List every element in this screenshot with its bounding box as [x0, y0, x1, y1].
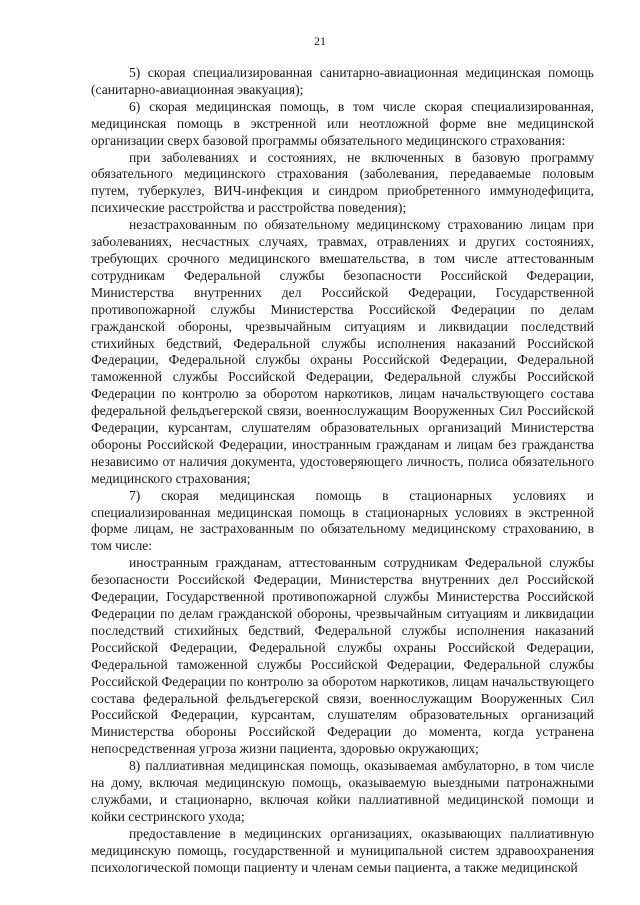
paragraph-psychological-help: предоставление в медицинских организациях, оказывающих паллиативную медицинскую помощь, государственной и муниципальной систем здравоохранения психологической помощи пациенту и членам семьи пациента, а также медицинской: [91, 825, 594, 875]
paragraph-foreign-citizens: иностранным гражданам, аттестованным сотрудникам Федеральной службы безопасности Российской Федерации, Министерства внутренних дел Российской Федерации, Государственной противопожарной службы Министерства Российской Федерации по делам гражданской обороны, чрезвычайным ситуациям и ликвидации последствий стихийных бедствий, Федеральной службы исполнения наказаний Российской Федерации, Федеральной службы охраны Российской Федерации, Федеральной таможенной службы Российской Федерации, Федеральной службы Российской Федерации по контролю за оборотом наркотиков, лицам начальствующего состава федеральной фельдъегерской связи, военнослужащим Вооруженных Сил Российской Федерации, курсантам, слушателям образовательных организаций Министерства обороны Российской Федерации до момента, когда устранена непосредственная угроза жизни пациента, здоровью окружающих;: [91, 555, 594, 757]
paragraph-item-6: 6) скорая медицинская помощь, в том числе скорая специализированная, медицинская помощь в экстренной или неотложной форме вне медицинской организации сверх базовой программы обязательного медицинского страхования:: [91, 98, 594, 148]
paragraph-item-7: 7) скорая медицинская помощь в стационарных условиях и специализированная медицинская помощь в стационарных условиях в экстренной форме лицам, не застрахованным по обязательному медицинскому страхованию, в том числе:: [91, 487, 594, 554]
paragraph-item-5: 5) скорая специализированная санитарно-авиационная медицинская помощь (санитарно-авиационная эвакуация);: [91, 65, 594, 97]
document-body: [91, 65, 594, 877]
page-number: 21: [314, 34, 326, 48]
paragraph-diseases: при заболеваниях и состояниях, не включенных в базовую программу обязательного медицинского страхования (заболевания, передаваемые половым путем, туберкулез, ВИЧ-инфекция и синдром приобретенного иммунодефицита, психические расстройства и расстройства поведения);: [91, 149, 594, 216]
paragraph-item-8: 8) паллиативная медицинская помощь, оказываемая амбулаторно, в том числе на дому, включая медицинскую помощь, оказываемую выездными патронажными службами, и стационарно, включая койки паллиативной медицинской помощи и койки сестринского ухода;: [91, 758, 594, 824]
paragraph-uninsured: незастрахованным по обязательному медицинскому страхованию лицам при заболеваниях, несчастных случаях, травмах, отравлениях и других состояниях, требующих срочного медицинского вмешательства, в том числе аттестованным сотрудникам Федеральной службы безопасности Российской Федерации, Министерства внутренних дел Российской Федерации, Государственной противопожарной службы Министерства Российской Федерации по делам гражданской обороны, чрезвычайным ситуациям и ликвидации последствий стихийных бедствий, Федеральной службы исполнения наказаний Российской Федерации, Федеральной службы охраны Российской Федерации, Федеральной таможенной службы Российской Федерации, Федеральной службы Российской Федерации по контролю за оборотом наркотиков, лицам начальствующего состава федеральной фельдъегерской связи, военнослужащим Вооруженных Сил Российской Федерации, курсантам, слушателям образовательных организаций Министерства обороны Российской Федерации, иностранным гражданам и лицам без гражданства независимо от наличия документа, удостоверяющего личность, полиса обязательного медицинского страхования;: [91, 217, 594, 486]
